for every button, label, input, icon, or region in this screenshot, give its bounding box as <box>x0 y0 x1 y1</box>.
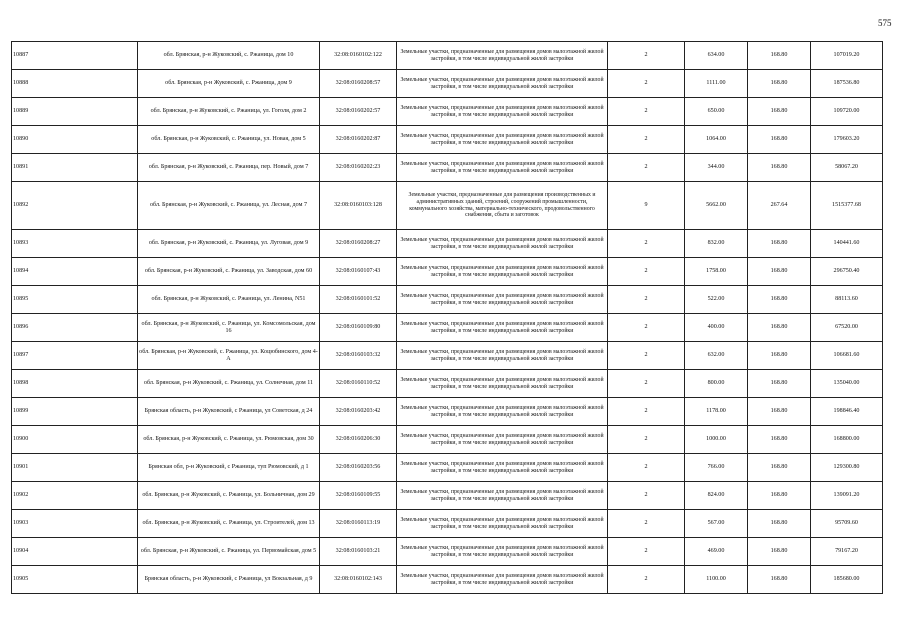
cadastral-number-cell: 32:08:0160103:128 <box>320 182 397 230</box>
land-use-cell: Земельные участки, предназначенные для размещения домов малоэтажной жилой застройки, в том числе индивидуальной жилой застройки <box>397 370 608 398</box>
area-cell: 1100.00 <box>685 566 748 594</box>
group-cell: 2 <box>608 398 685 426</box>
group-cell: 2 <box>608 426 685 454</box>
table-row <box>12 70 883 98</box>
cadastral-number-cell: 32:08:0160102:143 <box>320 566 397 594</box>
address-cell: Брянская обл, р-н Жуковский, с Ржаница, туп Рюмовский, д 1 <box>138 454 320 482</box>
specific-value-cell: 168.80 <box>748 482 811 510</box>
address-cell: обл. Брянская, р-н Жуковский, с. Ржаница, ул. Ленина, N51 <box>138 286 320 314</box>
address-cell: обл. Брянская, р-н Жуковский, с. Ржаница, дом 9 <box>138 70 320 98</box>
land-use-cell: Земельные участки, предназначенные для размещения домов малоэтажной жилой застройки, в том числе индивидуальной жилой застройки <box>397 398 608 426</box>
specific-value-cell: 168.80 <box>748 566 811 594</box>
group-cell: 2 <box>608 370 685 398</box>
specific-value-cell: 168.80 <box>748 126 811 154</box>
land-use-cell: Земельные участки, предназначенные для размещения домов малоэтажной жилой застройки, в том числе индивидуальной жилой застройки <box>397 426 608 454</box>
land-use-cell: Земельные участки, предназначенные для размещения домов малоэтажной жилой застройки, в том числе индивидуальной жилой застройки <box>397 342 608 370</box>
address-cell: обл. Брянская, р-н Жуковский, с. Ржаница, ул. Гоголя, дом 2 <box>138 98 320 126</box>
cadastral-value-cell: 106681.60 <box>811 342 883 370</box>
cadastral-value-cell: 185680.00 <box>811 566 883 594</box>
specific-value-cell: 168.80 <box>748 398 811 426</box>
group-cell: 2 <box>608 154 685 182</box>
cadastral-value-cell: 1515377.68 <box>811 182 883 230</box>
cadastral-number-cell: 32:08:0160203:56 <box>320 454 397 482</box>
area-cell: 400.00 <box>685 314 748 342</box>
group-cell: 2 <box>608 314 685 342</box>
specific-value-cell: 168.80 <box>748 314 811 342</box>
row-number-cell: 10905 <box>12 566 138 594</box>
address-cell: обл. Брянская, р-н Жуковский, с. Ржаница, ул. Рюмовская, дом 30 <box>138 426 320 454</box>
row-number-cell: 10891 <box>12 154 138 182</box>
group-cell: 2 <box>608 258 685 286</box>
address-cell: обл. Брянская, р-н Жуковский, с. Ржаница, ул. Заводская, дом 60 <box>138 258 320 286</box>
group-cell: 2 <box>608 454 685 482</box>
group-cell: 2 <box>608 70 685 98</box>
area-cell: 1111.00 <box>685 70 748 98</box>
specific-value-cell: 168.80 <box>748 538 811 566</box>
row-number-cell: 10889 <box>12 98 138 126</box>
table-row <box>12 370 883 398</box>
land-use-cell: Земельные участки, предназначенные для размещения домов малоэтажной жилой застройки, в том числе индивидуальной жилой застройки <box>397 454 608 482</box>
group-cell: 2 <box>608 510 685 538</box>
address-cell: обл. Брянская, р-н Жуковский, с. Ржаница, пер. Новый, дом 7 <box>138 154 320 182</box>
table-row <box>12 154 883 182</box>
table-row <box>12 126 883 154</box>
address-cell: Брянская область, р-н Жуковский, с Ржаница, ул Советская, д 24 <box>138 398 320 426</box>
land-use-cell: Земельные участки, предназначенные для размещения домов малоэтажной жилой застройки, в том числе индивидуальной жилой застройки <box>397 258 608 286</box>
cadastral-number-cell: 32:08:0160102:122 <box>320 42 397 70</box>
cadastral-value-cell: 79167.20 <box>811 538 883 566</box>
group-cell: 2 <box>608 98 685 126</box>
land-use-cell: Земельные участки, предназначенные для размещения домов малоэтажной жилой застройки, в том числе индивидуальной жилой застройки <box>397 154 608 182</box>
land-use-cell: Земельные участки, предназначенные для размещения домов малоэтажной жилой застройки, в том числе индивидуальной жилой застройки <box>397 98 608 126</box>
address-cell: обл. Брянская, р-н Жуковский, с. Ржаница, ул. Новая, дом 5 <box>138 126 320 154</box>
area-cell: 567.00 <box>685 510 748 538</box>
address-cell: обл. Брянская, р-н Жуковский, с. Ржаница, ул. Луговая, дом 9 <box>138 230 320 258</box>
cadastral-number-cell: 32:08:0160202:87 <box>320 126 397 154</box>
row-number-cell: 10901 <box>12 454 138 482</box>
area-cell: 632.00 <box>685 342 748 370</box>
page-number: 575 <box>878 18 892 28</box>
address-cell: обл. Брянская, р-н Жуковский, с. Ржаница, ул. Лесная, дом 7 <box>138 182 320 230</box>
cadastral-value-cell: 179603.20 <box>811 126 883 154</box>
area-cell: 1000.00 <box>685 426 748 454</box>
table-row <box>12 398 883 426</box>
address-cell: обл. Брянская, р-н Жуковский, с. Ржаница, ул. Первомайская, дом 5 <box>138 538 320 566</box>
specific-value-cell: 168.80 <box>748 510 811 538</box>
area-cell: 634.00 <box>685 42 748 70</box>
group-cell: 2 <box>608 230 685 258</box>
address-cell: обл. Брянская, р-н Жуковский, с. Ржаница, ул. Строителей, дом 13 <box>138 510 320 538</box>
specific-value-cell: 168.80 <box>748 258 811 286</box>
table-row <box>12 258 883 286</box>
table-row <box>12 314 883 342</box>
cadastral-value-cell: 58067.20 <box>811 154 883 182</box>
address-cell: обл. Брянская, р-н Жуковский, с. Ржаница, дом 10 <box>138 42 320 70</box>
land-use-cell: Земельные участки, предназначенные для размещения домов малоэтажной жилой застройки, в том числе индивидуальной жилой застройки <box>397 314 608 342</box>
cadastral-value-cell: 139091.20 <box>811 482 883 510</box>
cadastral-number-cell: 32:08:0160103:21 <box>320 538 397 566</box>
cadastral-value-table <box>11 41 883 594</box>
group-cell: 2 <box>608 342 685 370</box>
table-row <box>12 538 883 566</box>
specific-value-cell: 168.80 <box>748 98 811 126</box>
table-row <box>12 510 883 538</box>
land-use-cell: Земельные участки, предназначенные для размещения производственных и административных зданий, строений, сооружений промышленности, коммунального хозяйства, материально-технического, продовольственного снабжения, сбыта и заготовок <box>397 182 608 230</box>
cadastral-number-cell: 32:08:0160107:43 <box>320 258 397 286</box>
specific-value-cell: 168.80 <box>748 286 811 314</box>
row-number-cell: 10904 <box>12 538 138 566</box>
specific-value-cell: 267.64 <box>748 182 811 230</box>
area-cell: 650.00 <box>685 98 748 126</box>
cadastral-value-cell: 95709.60 <box>811 510 883 538</box>
table-row <box>12 426 883 454</box>
address-cell: Брянская область, р-н Жуковский, с Ржаница, ул Вокзальная, д 9 <box>138 566 320 594</box>
cadastral-number-cell: 32:08:0160208:27 <box>320 230 397 258</box>
row-number-cell: 10887 <box>12 42 138 70</box>
area-cell: 800.00 <box>685 370 748 398</box>
cadastral-number-cell: 32:08:0160109:80 <box>320 314 397 342</box>
area-cell: 522.00 <box>685 286 748 314</box>
cadastral-value-cell: 67520.00 <box>811 314 883 342</box>
row-number-cell: 10896 <box>12 314 138 342</box>
cadastral-number-cell: 32:08:0160202:57 <box>320 98 397 126</box>
land-use-cell: Земельные участки, предназначенные для размещения домов малоэтажной жилой застройки, в том числе индивидуальной жилой застройки <box>397 126 608 154</box>
area-cell: 1178.00 <box>685 398 748 426</box>
land-use-cell: Земельные участки, предназначенные для размещения домов малоэтажной жилой застройки, в том числе индивидуальной жилой застройки <box>397 230 608 258</box>
table-row <box>12 98 883 126</box>
cadastral-value-cell: 88113.60 <box>811 286 883 314</box>
area-cell: 766.00 <box>685 454 748 482</box>
table-body <box>12 42 883 594</box>
cadastral-number-cell: 32:08:0160101:52 <box>320 286 397 314</box>
cadastral-number-cell: 32:08:0160208:57 <box>320 70 397 98</box>
group-cell: 2 <box>608 538 685 566</box>
row-number-cell: 10888 <box>12 70 138 98</box>
table-row <box>12 482 883 510</box>
specific-value-cell: 168.80 <box>748 426 811 454</box>
row-number-cell: 10903 <box>12 510 138 538</box>
cadastral-number-cell: 32:08:0160203:42 <box>320 398 397 426</box>
cadastral-number-cell: 32:08:0160206:30 <box>320 426 397 454</box>
cadastral-value-cell: 140441.60 <box>811 230 883 258</box>
group-cell: 2 <box>608 566 685 594</box>
group-cell: 2 <box>608 482 685 510</box>
cadastral-value-cell: 168800.00 <box>811 426 883 454</box>
specific-value-cell: 168.80 <box>748 454 811 482</box>
cadastral-value-cell: 187536.80 <box>811 70 883 98</box>
address-cell: обл. Брянская, р-н Жуковский, с. Ржаница, ул. Комсомольская, дом 16 <box>138 314 320 342</box>
cadastral-number-cell: 32:08:0160202:23 <box>320 154 397 182</box>
cadastral-value-cell: 198846.40 <box>811 398 883 426</box>
area-cell: 469.00 <box>685 538 748 566</box>
table-row <box>12 342 883 370</box>
cadastral-number-cell: 32:08:0160113:19 <box>320 510 397 538</box>
group-cell: 2 <box>608 42 685 70</box>
land-use-cell: Земельные участки, предназначенные для размещения домов малоэтажной жилой застройки, в том числе индивидуальной жилой застройки <box>397 286 608 314</box>
area-cell: 5662.00 <box>685 182 748 230</box>
row-number-cell: 10892 <box>12 182 138 230</box>
row-number-cell: 10895 <box>12 286 138 314</box>
row-number-cell: 10900 <box>12 426 138 454</box>
land-use-cell: Земельные участки, предназначенные для размещения домов малоэтажной жилой застройки, в том числе индивидуальной жилой застройки <box>397 510 608 538</box>
area-cell: 832.00 <box>685 230 748 258</box>
table-row <box>12 42 883 70</box>
address-cell: обл. Брянская, р-н Жуковский, с. Ржаница, ул. Больничная, дом 29 <box>138 482 320 510</box>
land-use-cell: Земельные участки, предназначенные для размещения домов малоэтажной жилой застройки, в том числе индивидуальной жилой застройки <box>397 538 608 566</box>
area-cell: 824.00 <box>685 482 748 510</box>
area-cell: 344.00 <box>685 154 748 182</box>
cadastral-value-cell: 107019.20 <box>811 42 883 70</box>
land-use-cell: Земельные участки, предназначенные для размещения домов малоэтажной жилой застройки, в том числе индивидуальной жилой застройки <box>397 482 608 510</box>
land-use-cell: Земельные участки, предназначенные для размещения домов малоэтажной жилой застройки, в том числе индивидуальной жилой застройки <box>397 566 608 594</box>
specific-value-cell: 168.80 <box>748 230 811 258</box>
cadastral-value-cell: 109720.00 <box>811 98 883 126</box>
row-number-cell: 10899 <box>12 398 138 426</box>
table-row <box>12 454 883 482</box>
row-number-cell: 10902 <box>12 482 138 510</box>
row-number-cell: 10893 <box>12 230 138 258</box>
land-use-cell: Земельные участки, предназначенные для размещения домов малоэтажной жилой застройки, в том числе индивидуальной жилой застройки <box>397 70 608 98</box>
specific-value-cell: 168.80 <box>748 154 811 182</box>
row-number-cell: 10890 <box>12 126 138 154</box>
group-cell: 2 <box>608 286 685 314</box>
specific-value-cell: 168.80 <box>748 42 811 70</box>
row-number-cell: 10894 <box>12 258 138 286</box>
specific-value-cell: 168.80 <box>748 370 811 398</box>
cadastral-number-cell: 32:08:0160103:32 <box>320 342 397 370</box>
cadastral-value-cell: 135040.00 <box>811 370 883 398</box>
row-number-cell: 10898 <box>12 370 138 398</box>
cadastral-number-cell: 32:08:0160110:52 <box>320 370 397 398</box>
specific-value-cell: 168.80 <box>748 342 811 370</box>
table-row <box>12 230 883 258</box>
table-row <box>12 286 883 314</box>
land-use-cell: Земельные участки, предназначенные для размещения домов малоэтажной жилой застройки, в том числе индивидуальной жилой застройки <box>397 42 608 70</box>
cadastral-number-cell: 32:08:0160109:55 <box>320 482 397 510</box>
group-cell: 2 <box>608 126 685 154</box>
group-cell: 9 <box>608 182 685 230</box>
table-row <box>12 566 883 594</box>
cadastral-value-cell: 296750.40 <box>811 258 883 286</box>
area-cell: 1758.00 <box>685 258 748 286</box>
row-number-cell: 10897 <box>12 342 138 370</box>
cadastral-value-cell: 129300.80 <box>811 454 883 482</box>
address-cell: обл. Брянская, р-н Жуковский, с. Ржаница, ул. Солнечная, дом 11 <box>138 370 320 398</box>
area-cell: 1064.00 <box>685 126 748 154</box>
specific-value-cell: 168.80 <box>748 70 811 98</box>
address-cell: обл. Брянская, р-н Жуковский, с. Ржаница, ул. Коцюбинского, дом 4-А <box>138 342 320 370</box>
table-row <box>12 182 883 230</box>
